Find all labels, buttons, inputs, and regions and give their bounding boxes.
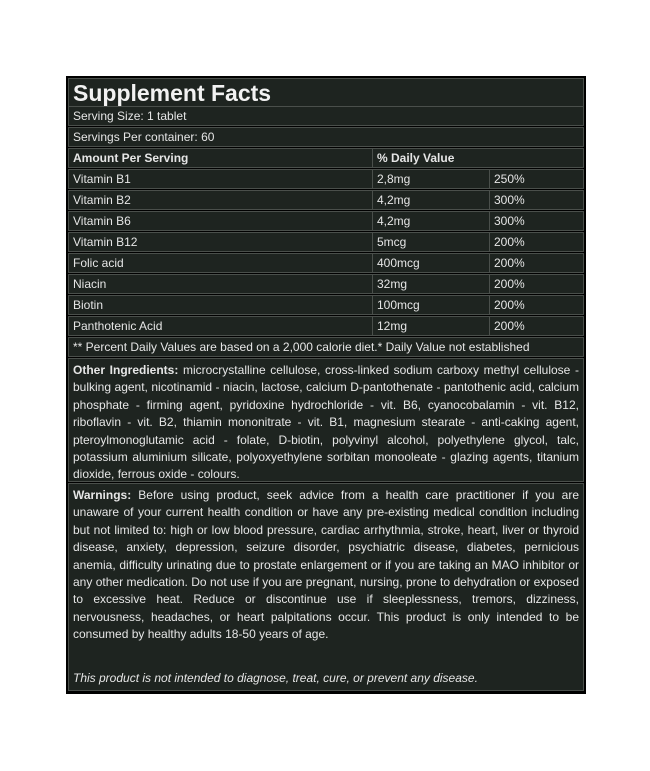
nutrient-daily-value: 250% — [489, 169, 584, 189]
footnote: ** Percent Daily Values are based on a 2,000 calorie diet.* Daily Value not established — [68, 337, 584, 357]
ingredients-text: microcrystalline cellulose, cross-linked sodium carboxy methyl cellulose - bulking agent, nicotinamid - niacin, lactose, calcium D-pantothenate - pantothenic acid, calcium phosphate - firming agent, pyridoxine hydrochloride - vit. B6, cyanocobalamin - vit. B12, riboflavin - vit. B2, thiamin mononitrate - vit. B1, magnesium stearate - anti-caking agent, pteroylmonoglutamic acid - folate, D-biotin, polyvinyl alcohol, polyethylene glycol, talc, potassium aluminium silicate, polyoxyethylene sorbitan monooleate - glazing agents, titanium dioxide, ferrous oxide - colours. — [73, 363, 579, 482]
nutrient-amount: 2,8mg — [372, 169, 490, 189]
nutrient-name: Biotin — [68, 295, 373, 315]
nutrient-name: Niacin — [68, 274, 373, 294]
warnings-text: Before using product, seek advice from a health care practitioner if you are unaware of your current health condition or have any pre-existing medical condition including but not limited to: high or low blood pressure, cardiac arrhythmia, stroke, heart, liver or thyroid disease, anxiety, depression, seizure disorder, psychiatric disease, diabetes, pernicious anemia, difficulty urinating due to prostate enlargement or if you are taking an MAO inhibitor or any other medication. Do not use if you are pregnant, nursing, prone to dehydration or exposed to excessive heat. Reduce or discontinue use if sleeplessness, tremors, dizziness, nervousness, headaches, or heart palpitations occur. This product is only intended to be consumed by healthy adults 18-50 years of age. — [73, 488, 579, 642]
amount-per-serving-header: Amount Per Serving — [68, 148, 373, 168]
nutrient-amount: 400mcg — [372, 253, 490, 273]
other-ingredients — [68, 358, 584, 482]
serving-size: Serving Size: 1 tablet — [68, 106, 584, 126]
nutrient-name: Vitamin B6 — [68, 211, 373, 231]
warnings — [68, 483, 584, 691]
nutrient-amount: 12mg — [372, 316, 490, 336]
nutrient-amount: 32mg — [372, 274, 490, 294]
nutrient-daily-value: 300% — [489, 211, 584, 231]
nutrient-amount: 100mcg — [372, 295, 490, 315]
nutrient-amount: 5mcg — [372, 232, 490, 252]
nutrient-name: Vitamin B12 — [68, 232, 373, 252]
nutrient-daily-value: 200% — [489, 253, 584, 273]
supplement-facts-panel — [66, 76, 586, 694]
page-title: Supplement Facts — [68, 78, 584, 107]
warnings-label: Warnings: — [73, 488, 132, 502]
nutrient-name: Folic acid — [68, 253, 373, 273]
nutrient-daily-value: 300% — [489, 190, 584, 210]
nutrient-name: Vitamin B1 — [68, 169, 373, 189]
nutrient-daily-value: 200% — [489, 316, 584, 336]
disclaimer: This product is not intended to diagnose, treat, cure, or prevent any disease. — [73, 670, 478, 685]
servings-per-container: Servings Per container: 60 — [68, 127, 584, 147]
ingredients-label: Other Ingredients: — [73, 363, 179, 377]
nutrient-name: Panthotenic Acid — [68, 316, 373, 336]
nutrient-name: Vitamin B2 — [68, 190, 373, 210]
nutrient-daily-value: 200% — [489, 274, 584, 294]
nutrient-amount: 4,2mg — [372, 190, 490, 210]
nutrient-daily-value: 200% — [489, 295, 584, 315]
nutrient-daily-value: 200% — [489, 232, 584, 252]
nutrient-amount: 4,2mg — [372, 211, 490, 231]
daily-value-header: % Daily Value — [372, 148, 584, 168]
